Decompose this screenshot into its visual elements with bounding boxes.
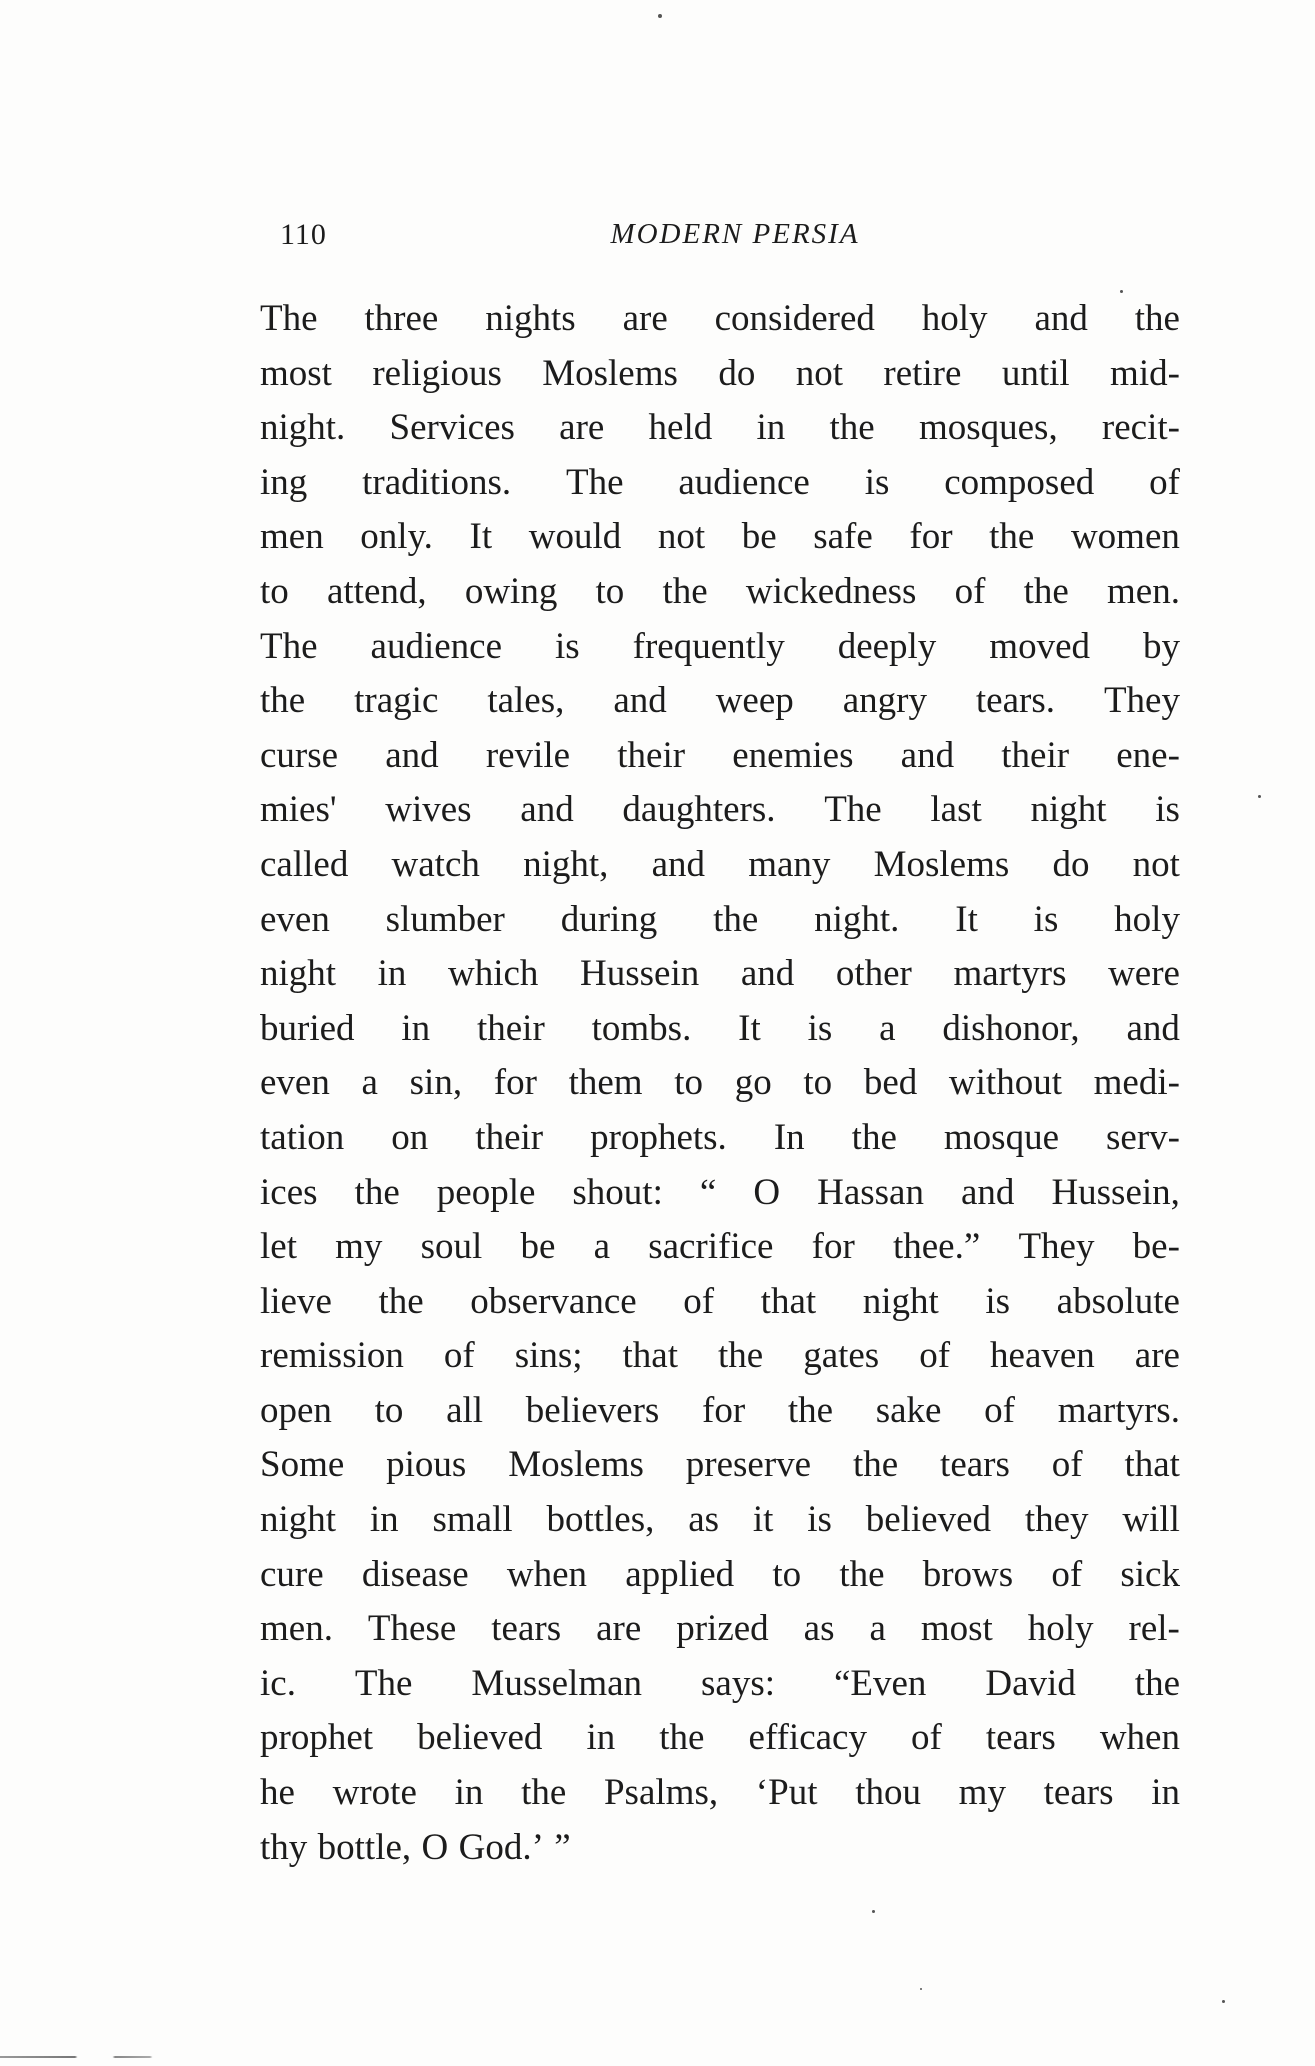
text-line: men only. It would not be safe for the women xyxy=(260,516,1180,558)
page-header xyxy=(280,218,1190,262)
text-line: men. These tears are prized as a most holy rel- xyxy=(260,1608,1180,1650)
text-line: curse and revile their enemies and their ene- xyxy=(260,734,1180,776)
text-line: let my soul be a sacrifice for thee.” They be- xyxy=(260,1226,1180,1268)
text-line: The three nights are considered holy and the xyxy=(260,298,1180,339)
text-line: remission of sins; that the gates of heaven are xyxy=(260,1335,1180,1377)
text-line: to attend, owing to the wickedness of the men. xyxy=(260,570,1180,612)
text-line: The audience is frequently deeply moved by xyxy=(260,625,1180,667)
text-line: most religious Moslems do not retire until mid- xyxy=(260,352,1180,394)
text-line: tation on their prophets. In the mosque serv- xyxy=(260,1116,1180,1158)
text-line: ices the people shout: “ O Hassan and Hussein, xyxy=(260,1171,1180,1213)
text-line: night in which Hussein and other martyrs were xyxy=(260,953,1180,995)
text-line: ing traditions. The audience is composed of xyxy=(260,461,1180,503)
text-line: the tragic tales, and weep angry tears. They xyxy=(260,680,1180,722)
text-line: even a sin, for them to go to bed without medi- xyxy=(260,1062,1180,1104)
print-speck xyxy=(658,14,662,18)
text-line: ic. The Musselman says: “Even David the xyxy=(260,1662,1180,1704)
text-line: even slumber during the night. It is holy xyxy=(260,898,1180,940)
text-line: he wrote in the Psalms, ‘Put thou my tears in xyxy=(260,1772,1180,1814)
print-speck xyxy=(1120,290,1123,293)
text-line: prophet believed in the efficacy of tears when xyxy=(260,1717,1180,1759)
text-line: lieve the observance of that night is absolute xyxy=(260,1280,1180,1322)
running-title: MODERN PERSIA xyxy=(610,218,860,250)
print-speck xyxy=(872,1910,875,1913)
text-line: night in small bottles, as it is believed they will xyxy=(260,1499,1180,1541)
text-line: thy bottle, O God.’ ” xyxy=(260,1826,571,1868)
print-speck xyxy=(920,1988,922,1990)
text-line: night. Services are held in the mosques, recit- xyxy=(260,407,1180,449)
text-line: buried in their tombs. It is a dishonor, and xyxy=(260,1007,1180,1049)
text-line: cure disease when applied to the brows of sick xyxy=(260,1553,1180,1595)
print-speck xyxy=(1222,2000,1225,2003)
page-edge-marks xyxy=(0,2056,250,2058)
text-line: Some pious Moslems preserve the tears of that xyxy=(260,1444,1180,1486)
text-line: mies' wives and daughters. The last night is xyxy=(260,789,1180,831)
page-number: 110 xyxy=(280,218,327,251)
text-line: called watch night, and many Moslems do not xyxy=(260,843,1180,885)
text-line: open to all believers for the sake of martyrs. xyxy=(260,1389,1180,1431)
print-speck xyxy=(1258,795,1261,798)
body-text xyxy=(260,292,1180,1875)
